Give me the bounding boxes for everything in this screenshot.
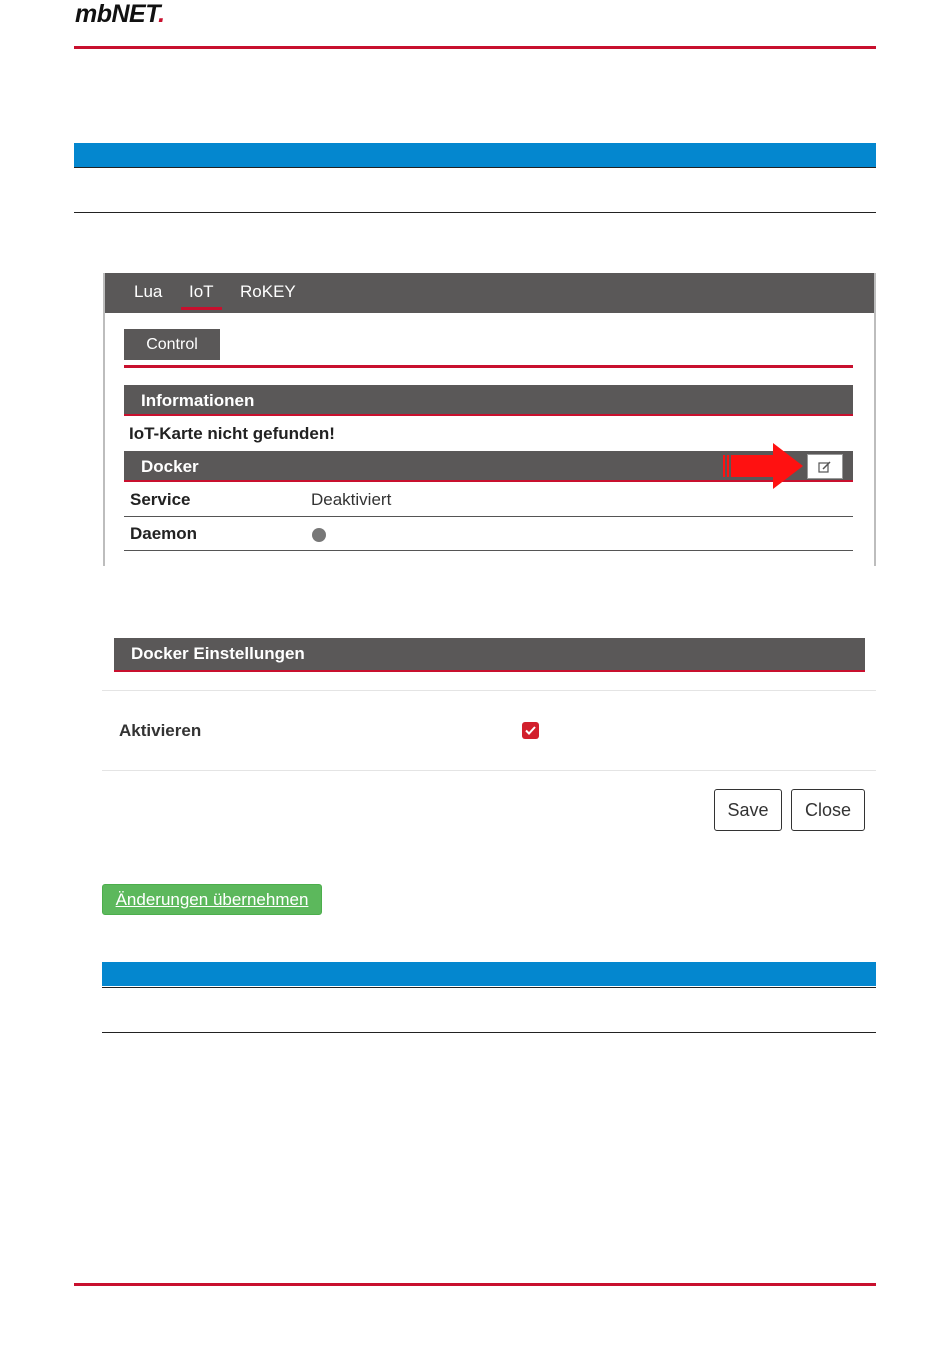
dialog-divider-top bbox=[102, 690, 876, 691]
subtab-control-label: Control bbox=[146, 335, 198, 353]
aktivieren-checkbox[interactable] bbox=[522, 722, 539, 739]
apply-changes-button[interactable] bbox=[102, 884, 322, 915]
active-tab-indicator bbox=[181, 307, 222, 310]
informationen-header bbox=[124, 385, 853, 416]
docker-row-service bbox=[124, 484, 853, 517]
tab-lua[interactable]: Lua bbox=[134, 282, 163, 301]
bottom-section-rule bbox=[102, 1032, 876, 1033]
logo-text: mbNET bbox=[75, 0, 159, 28]
docker-title: Docker bbox=[141, 457, 199, 476]
docker-row-daemon bbox=[124, 518, 853, 551]
bottom-band-rule bbox=[102, 987, 876, 988]
subtab-control[interactable] bbox=[124, 329, 220, 360]
iot-panel bbox=[103, 273, 876, 566]
top-blue-band bbox=[74, 143, 876, 167]
daemon-key: Daemon bbox=[130, 524, 198, 543]
apply-changes-label: Änderungen übernehmen bbox=[115, 889, 309, 909]
close-button[interactable] bbox=[791, 789, 865, 831]
mbnet-logo bbox=[75, 0, 165, 29]
aktivieren-label: Aktivieren bbox=[119, 721, 202, 740]
checkmark-icon bbox=[525, 726, 536, 735]
header-rule bbox=[74, 46, 876, 49]
dialog-divider-bottom bbox=[102, 770, 876, 771]
bottom-blue-band bbox=[102, 962, 876, 986]
tab-rokey[interactable]: RoKEY bbox=[240, 282, 296, 301]
top-band-rule bbox=[74, 167, 876, 168]
iot-card-message: IoT-Karte nicht gefunden! bbox=[129, 424, 335, 443]
docker-settings-title: Docker Einstellungen bbox=[131, 644, 305, 663]
tab-iot[interactable]: IoT bbox=[189, 282, 214, 301]
service-key: Service bbox=[130, 490, 191, 509]
edit-icon bbox=[818, 461, 832, 473]
informationen-title: Informationen bbox=[141, 391, 255, 410]
save-label: Save bbox=[727, 799, 769, 820]
footer-rule bbox=[74, 1283, 876, 1286]
close-label: Close bbox=[804, 799, 852, 820]
daemon-status-indicator bbox=[312, 528, 326, 542]
tab-bar bbox=[105, 273, 874, 313]
top-section-rule bbox=[74, 212, 876, 213]
service-value: Deaktiviert bbox=[311, 490, 392, 509]
subtab-rule bbox=[124, 365, 853, 368]
docker-edit-button[interactable] bbox=[807, 454, 843, 479]
docker-settings-header bbox=[114, 638, 865, 672]
logo-dot: . bbox=[158, 0, 165, 28]
save-button[interactable] bbox=[714, 789, 782, 831]
